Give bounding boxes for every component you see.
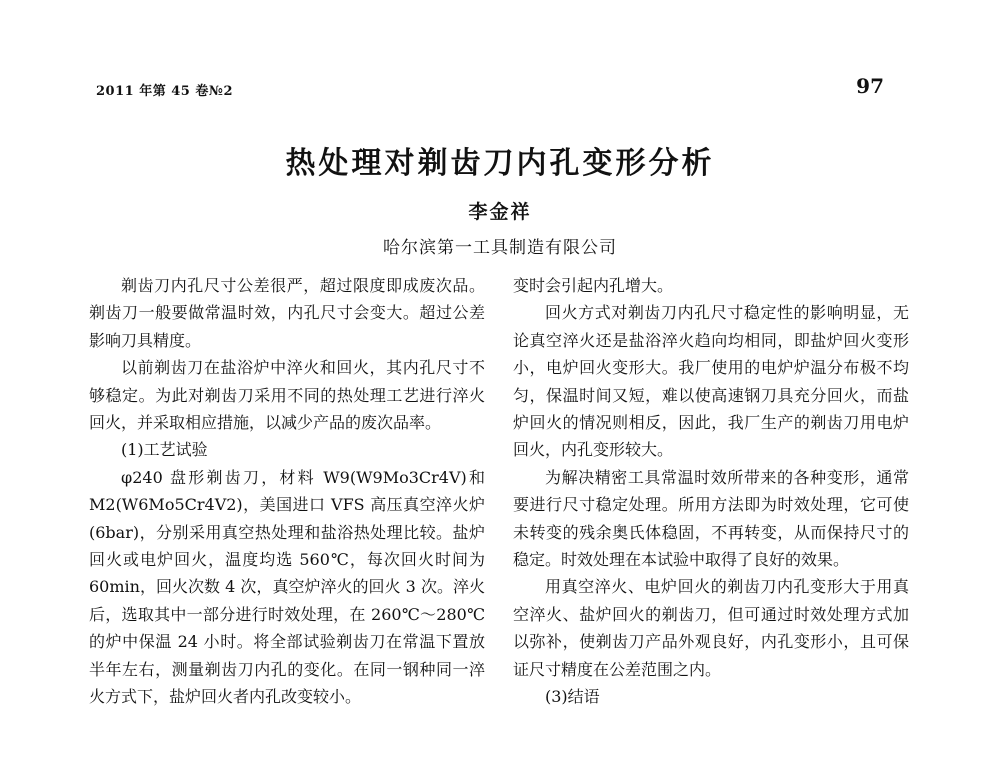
section-heading: (3)结语 <box>545 687 600 707</box>
article-title: 热处理对剃齿刀内孔变形分析 <box>285 146 715 181</box>
author-name: 李金祥 <box>468 201 532 223</box>
journal-issue: 2011 年第 45 卷№2 <box>96 84 234 99</box>
section-heading: (1)工艺试验 <box>121 440 208 460</box>
paragraph: 回火方式对剃齿刀内孔尺寸稳定性的影响明显，无论真空淬火还是盐浴淬火趋向均相同，即盐炉回火变形小，电炉回火变形大。我厂使用的电炉炉温分布极不均匀，保温时间又短，难以使高速钢刀具充分回火，而盐炉回火的情况则相反，因此，我厂生产的剃齿刀用电炉回火，内孔变形较大。 <box>513 303 909 460</box>
paragraph: 用真空淬火、电炉回火的剃齿刀内孔变形大于用真空淬火、盐炉回火的剃齿刀，但可通过时效处理方式加以弥补，使剃齿刀产品外观良好，内孔变形小，且可保证尺寸精度在公差范围之内。 <box>513 577 909 679</box>
paragraph: 以前剃齿刀在盐浴炉中淬火和回火，其内孔尺寸不够稳定。为此对剃齿刀采用不同的热处理工艺进行淬火回火，并采取相应措施，以减少产品的废次品率。 <box>89 358 485 433</box>
page-number: 97 <box>856 74 884 98</box>
paragraph: φ240 盘形剃齿刀，材料 W9(W9Mo3Cr4V)和 M2(W6Mo5Cr4V2)，美国进口 VFS 高压真空淬火炉(6bar)，分别采用真空热处理和盐浴热处理比较。盐炉回火或电炉回火，温度均选 560℃，每次回火时间为 60min，回火次数 4 次，真空炉淬火的回火 3 次。淬火后，选取其中一部分进行时效处理，在 260℃～280℃的炉中保温 24 小时。将全部试验剃齿刀在常温下置放半年左右，测量剃齿刀内孔的变化。在同一钢种同一淬火方式下，盐炉回火者内孔改变较小。 <box>89 467 485 707</box>
left-column <box>89 272 485 711</box>
paragraph: 为解决精密工具常温时效所带来的各种变形，通常要进行尺寸稳定处理。所用方法即为时效处理，它可使未转变的残余奥氏体稳固，不再转变，从而保持尺寸的稳定。时效处理在本试验中取得了良好的效果。 <box>513 467 909 570</box>
author-affiliation: 哈尔滨第一工具制造有限公司 <box>383 238 617 258</box>
paragraph: 剃齿刀内孔尺寸公差很严，超过限度即成废次品。剃齿刀一般要做常温时效，内孔尺寸会变大。超过公差影响刀具精度。 <box>89 276 485 350</box>
right-column <box>513 272 909 711</box>
paragraph-continuation: 变时会引起内孔增大。 <box>513 276 674 295</box>
